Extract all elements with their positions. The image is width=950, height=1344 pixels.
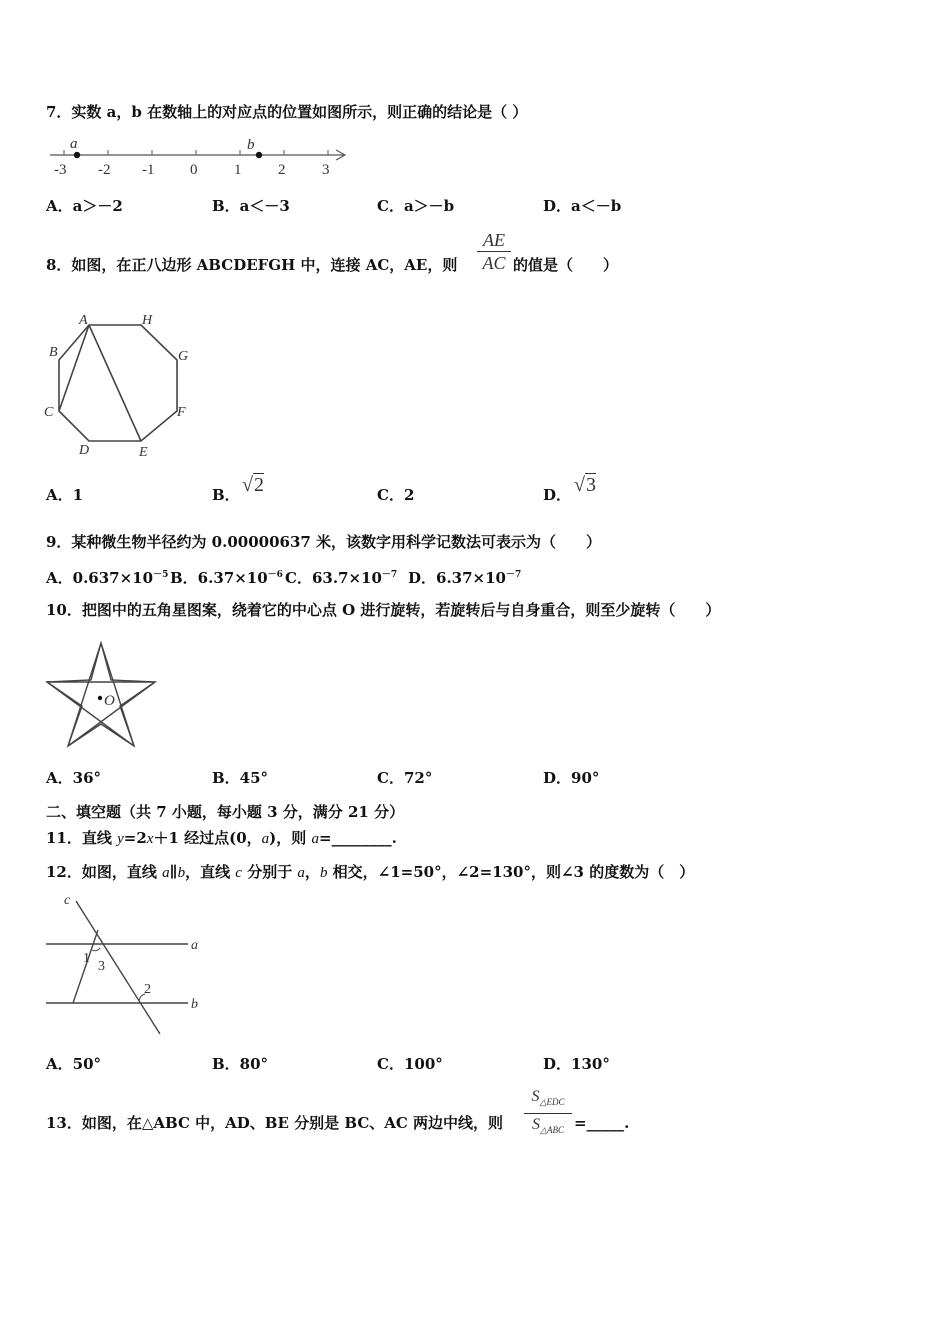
q7-option-b: B．a＜－3 [212, 197, 290, 215]
q10-option-a: A．36° [46, 769, 102, 787]
q10-option-c: C．72° [377, 769, 433, 787]
q7-number-line [44, 134, 354, 180]
q12-option-d: D．130° [543, 1055, 610, 1073]
q7-option-d: D．a＜－b [543, 197, 622, 215]
center-point [98, 696, 102, 700]
q8-option-a: A．1 [46, 486, 84, 504]
q7-option-c: C．a＞－b [377, 197, 455, 215]
point-b-dot [256, 152, 262, 158]
label-C: C [44, 405, 54, 420]
center-label-O: O [104, 693, 115, 709]
q12-option-a: A．50° [46, 1055, 102, 1073]
q9-text: 9．某种微生物半径约为 0.00000637 米，该数字用科学记数法可表示为（ ） [46, 533, 602, 551]
tick-neg2: -2 [98, 162, 111, 178]
label-D: D [79, 443, 90, 458]
fig-label-3: 3 [98, 959, 105, 974]
label-E: E [139, 445, 148, 460]
point-a-label: a [70, 136, 78, 152]
q8-octagon-figure [42, 308, 202, 460]
fig-label-c: c [64, 893, 71, 908]
q12-text: 12．如图，直线 a∥b，直线 c 分别于 a，b 相交，∠1=50°，∠2=130°，则∠3 的度数为（ ） [46, 863, 695, 881]
fig-label-2: 2 [144, 982, 151, 997]
fig-label-b: b [191, 997, 198, 1012]
q8-frac-num: AE [483, 230, 505, 250]
tick-neg1: -1 [142, 162, 155, 178]
label-F: F [177, 405, 186, 420]
point-b-label: b [247, 137, 255, 153]
label-G: G [178, 349, 189, 364]
label-B: B [49, 345, 58, 360]
q13-text-after: =_____. [574, 1114, 630, 1132]
q9-option-c: C．$63.7\times 10^{-7}$ [285, 569, 398, 587]
q10-text: 10．把图中的五角星图案，绕着它的中心点 O 进行旋转，若旋转后与自身重合，则至少旋转（ ） [46, 601, 721, 619]
label-A: A [79, 313, 88, 328]
fig-label-1: 1 [83, 951, 90, 966]
q7-text: 7．实数 a，b 在数轴上的对应点的位置如图所示，则正确的结论是（ ） [46, 103, 528, 121]
q10-star-figure [44, 640, 158, 750]
point-a-dot [74, 152, 80, 158]
section2-title: 二、填空题（共 7 小题，每小题 3 分，满分 21 分） [46, 803, 405, 821]
q8-text-before: 8．如图，在正八边形 ABCDEFGH 中，连接 AC，AE，则 [46, 256, 458, 274]
label-H: H [142, 313, 153, 328]
tick-0: 0 [190, 162, 198, 178]
q12-option-c: C．100° [377, 1055, 443, 1073]
q9-option-d: D．$6.37\times 10^{-7}$ [408, 569, 522, 587]
tick-2: 2 [278, 162, 286, 178]
q8-frac-den: AC [482, 253, 506, 273]
tick-3: 3 [322, 162, 330, 178]
q8-option-b: B． [212, 486, 240, 504]
q8-text-after: 的值是（ ） [513, 256, 619, 274]
q8-sqrt-3: √3 [574, 474, 596, 496]
q9-option-a: A．$0.637\times 10^{-5}$ [46, 569, 169, 587]
q10-option-b: B．45° [212, 769, 269, 787]
tick-neg3: -3 [54, 162, 67, 178]
q13-fraction: $S_{\triangle EDC}$ $S_{\triangle ABC}$ [524, 1086, 572, 1141]
fig-label-a: a [191, 938, 198, 953]
q12-option-b: B．80° [212, 1055, 269, 1073]
q11-text: 11．直线 y=2x＋1 经过点(0，a)，则 a=________. [46, 829, 397, 847]
q7-option-a: A．a＞－2 [46, 197, 123, 215]
q13-text-before: 13．如图，在△ABC 中，AD、BE 分别是 BC、AC 两边中线，则 [46, 1114, 504, 1132]
q8-fraction [477, 229, 511, 274]
q9-option-b: B．$6.37\times 10^{-6}$ [170, 569, 283, 587]
q8-option-c: C．2 [377, 486, 415, 504]
tick-1: 1 [234, 162, 242, 178]
q12-parallel-lines-figure [42, 890, 212, 1038]
q8-sqrt-2: √2 [242, 474, 264, 496]
q8-option-d: D． [543, 486, 572, 504]
q10-option-d: D．90° [543, 769, 600, 787]
